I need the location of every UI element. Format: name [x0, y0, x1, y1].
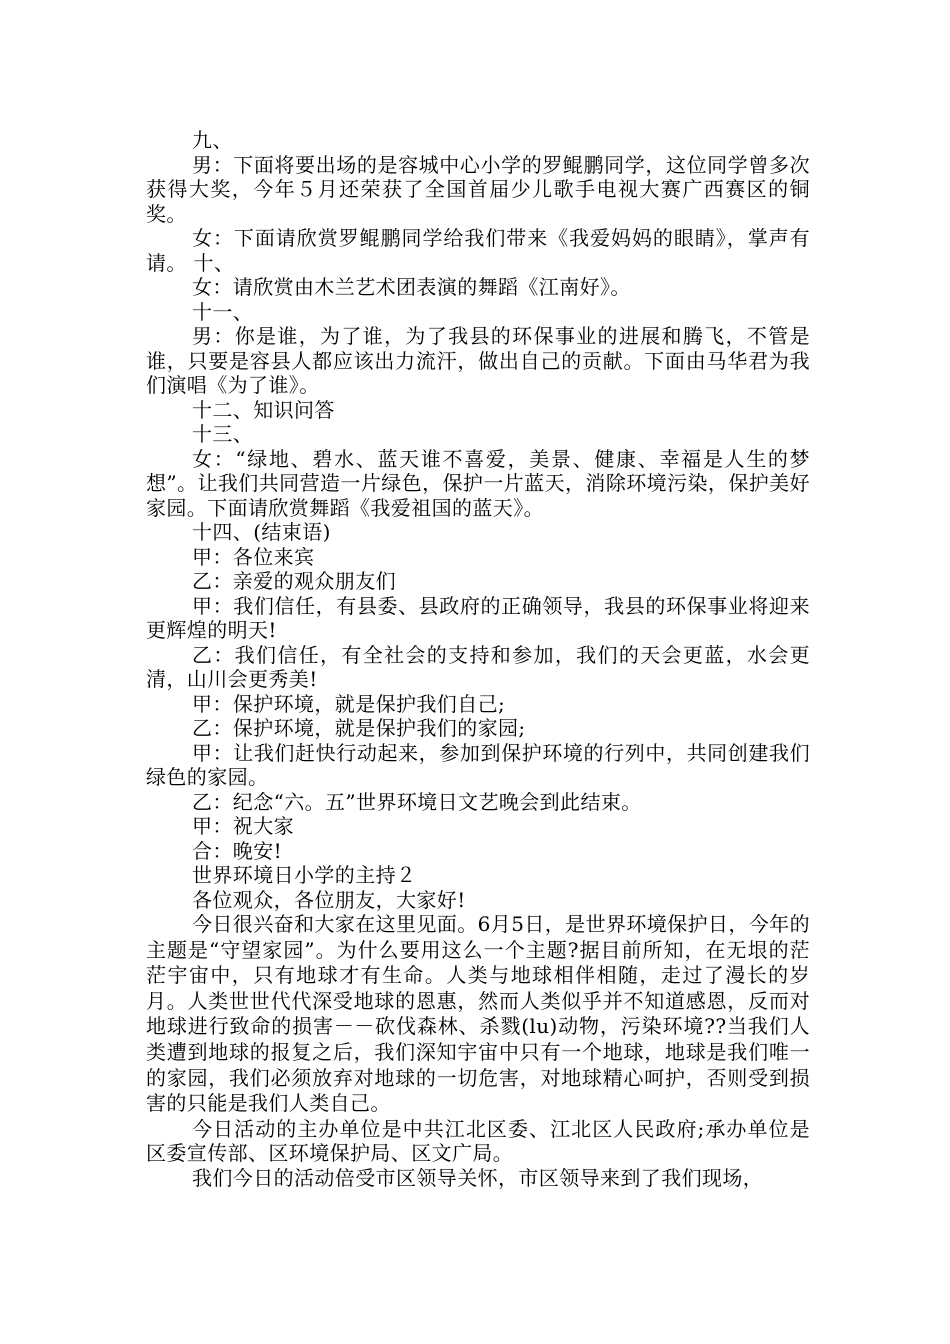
closing-line: 乙：亲爱的观众朋友们 — [192, 569, 396, 593]
closing-line: 甲：各位来宾 — [192, 544, 315, 569]
body-paragraph: 今日活动的主办单位是中共江北区委、江北区人民政府;承办单位是区委宣传部、区环境保护局、区文广局。 — [146, 1116, 810, 1166]
closing-line: 合：晚安! — [192, 838, 283, 863]
closing-line: 甲：祝大家 — [192, 814, 294, 838]
section-heading: 世界环境日小学的主持２ — [192, 863, 417, 887]
closing-line: 乙：保护环境，就是保护我们的家园; — [192, 716, 526, 740]
document-page — [146, 128, 810, 1190]
body-paragraph: 今日很兴奋和大家在这里见面。6月5日，是世界环境保护日，今年的主题是“守望家园”。为什么要用这么一个主题?据目前所知，在无垠的茫茫宇宙中，只有地球才有生命。人类与地球相伴相随，走过了漫长的岁月。人类世世代代深受地球的恩惠，然而人类似乎并不知道感恩，反而对地球进行致命的损害－－砍伐森林、杀戮(lu)动物，污染环境??当我们人类遭到地球的报复之后，我们深知宇宙中只有一个地球，地球是我们唯一的家园，我们必须放弃对地球的一切危害，对地球精心呵护，否则受到损害的只能是我们人类自己。 — [146, 912, 810, 1116]
host-line: 女：下面请欣赏罗鲲鹏同学给我们带来《我爱妈妈的眼睛》，掌声有请。 十、 — [146, 226, 810, 275]
section-number: 九、 — [192, 128, 233, 152]
greeting-line: 各位观众，各位朋友，大家好! — [192, 887, 466, 912]
closing-line: 甲：让我们赶快行动起来，参加到保护环境的行列中，共同创建我们绿色的家园。 — [146, 740, 810, 789]
host-line: 男：你是谁，为了谁，为了我县的环保事业的进展和腾飞，不管是谁，只要是容县人都应该出力流汗，做出自己的贡献。下面由马华君为我们演唱《为了谁》。 — [146, 324, 810, 397]
host-line: 男：下面将要出场的是容城中心小学的罗鲲鹏同学，这位同学曾多次获得大奖，今年５月还荣获了全国首届少儿歌手电视大赛广西赛区的铜奖。 — [146, 152, 810, 226]
section-number: 十三、 — [192, 422, 254, 446]
closing-line: 甲：我们信任，有县委、县政府的正确领导，我县的环保事业将迎来更辉煌的明天! — [146, 593, 810, 642]
host-line: 女：“绿地、碧水、蓝天谁不喜爱，美景、健康、幸福是人生的梦想”。让我们共同营造一片绿色，保护一片蓝天，消除环境污染，保护美好家园。下面请欣赏舞蹈《我爱祖国的蓝天》。 — [146, 446, 810, 520]
host-line: 女：请欣赏由木兰艺术团表演的舞蹈《江南好》。 — [192, 275, 631, 299]
body-paragraph: 我们今日的活动倍受市区领导关怀，市区领导来到了我们现场， — [192, 1165, 764, 1190]
section-number: 十四、(结束语) — [192, 520, 331, 544]
section-number: 十二、知识问答 — [192, 397, 335, 422]
closing-line: 乙：我们信任，有全社会的支持和参加，我们的天会更蓝，水会更清，山川会更秀美! — [146, 642, 810, 691]
section-number: 十一、 — [192, 299, 254, 324]
closing-line: 甲：保护环境，就是保护我们自己; — [192, 691, 506, 716]
closing-line: 乙：纪念“六。五”世界环境日文艺晚会到此结束。 — [192, 789, 642, 814]
